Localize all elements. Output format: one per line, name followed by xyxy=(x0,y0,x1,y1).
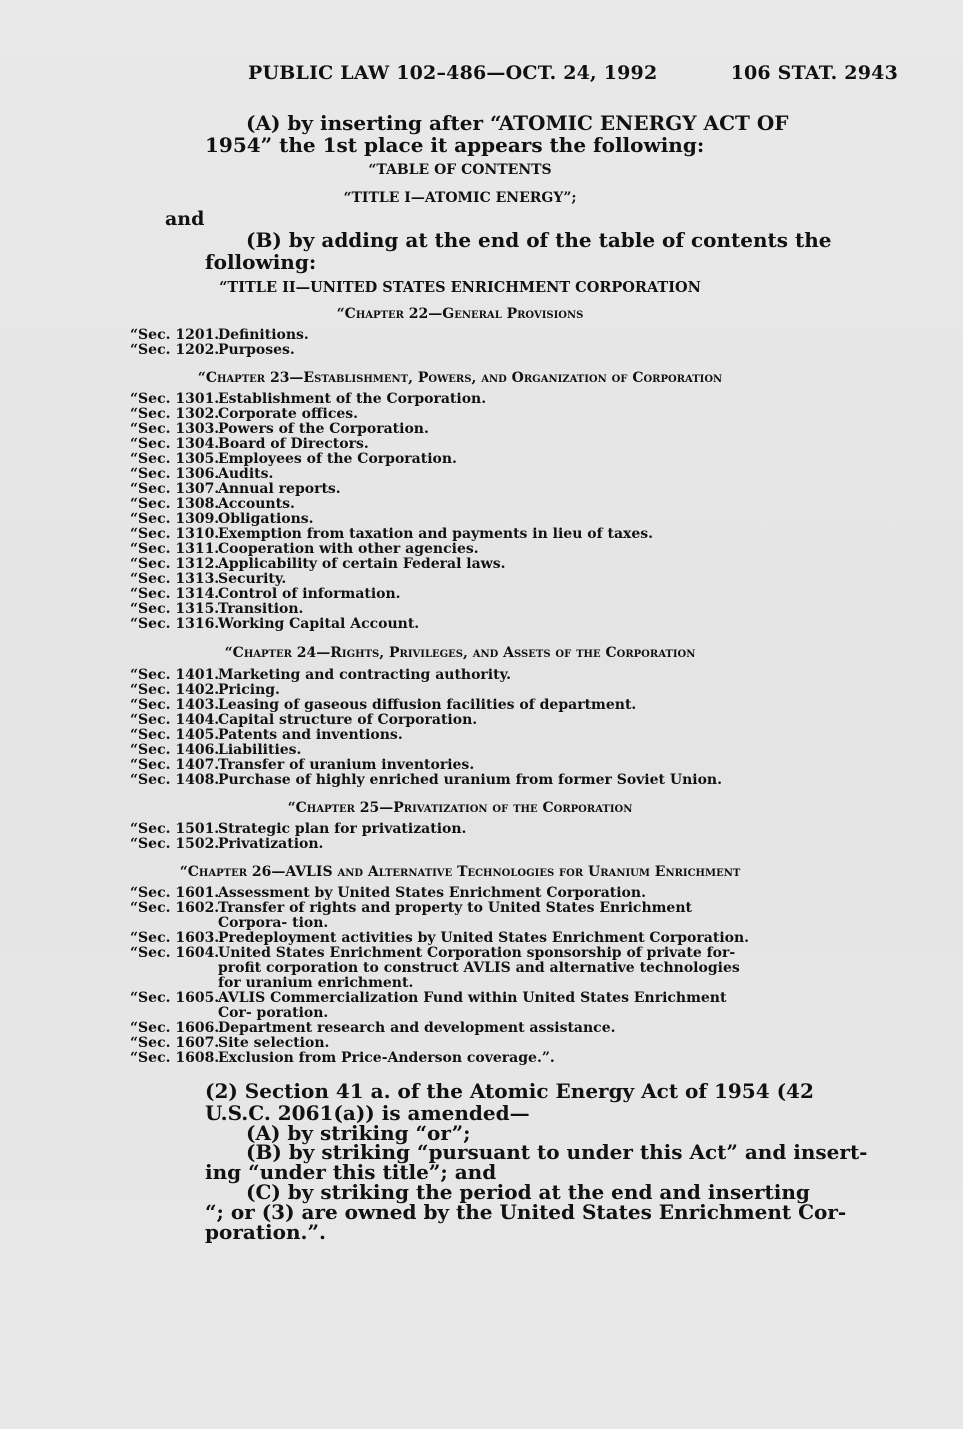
section-entry xyxy=(130,837,770,852)
section-number: “Sec. 1405. xyxy=(130,727,220,743)
section-title: Transfer of rights and property to United States Enrichment Corpora- tion. xyxy=(218,900,692,931)
section-entry xyxy=(130,773,770,788)
section-title: Audits. xyxy=(218,466,274,482)
section-title: Accounts. xyxy=(218,496,295,512)
section-number: “Sec. 1310. xyxy=(130,526,220,542)
section-title: Patents and inventions. xyxy=(218,727,403,743)
section-entry xyxy=(130,542,770,557)
chapter-25-heading: “Chapter 25—Privatization of the Corporation xyxy=(287,800,633,816)
section-number: “Sec. 1403. xyxy=(130,697,220,713)
section-entry xyxy=(130,931,758,946)
section-number: “Sec. 1312. xyxy=(130,556,220,572)
paragraph-b-line1: (B) by adding at the end of the table of contents the xyxy=(246,228,832,252)
amendment-c-line2: “; or (3) are owned by the United States Enrichment Cor- xyxy=(205,1200,847,1224)
chapter-22-heading: “Chapter 22—General Provisions xyxy=(336,306,584,322)
section-entry xyxy=(130,557,770,572)
amendment-b-line1: (B) by striking “pursuant to under this Act” and insert- xyxy=(246,1140,868,1164)
amendment-a: (A) by striking “or”; xyxy=(246,1121,471,1145)
section-title: Pricing. xyxy=(218,682,280,698)
section-title: Security. xyxy=(218,571,287,587)
section-entry xyxy=(130,512,770,527)
section-title: Assessment by United States Enrichment Corporation. xyxy=(218,885,646,901)
section-title: Cooperation with other agencies. xyxy=(218,541,479,557)
header-stat-page: 106 STAT. 2943 xyxy=(730,62,898,84)
chapter-24-heading: “Chapter 24—Rights, Privileges, and Assets of the Corporation xyxy=(224,645,696,661)
section-entry xyxy=(130,422,770,437)
section-title: Obligations. xyxy=(218,511,314,527)
section-number: “Sec. 1401. xyxy=(130,667,220,683)
section-entry xyxy=(130,758,770,773)
section-number: “Sec. 1314. xyxy=(130,586,220,602)
section-entry xyxy=(130,343,770,358)
section-number: “Sec. 1407. xyxy=(130,757,220,773)
section-entry xyxy=(130,392,770,407)
section-number: “Sec. 1601. xyxy=(130,885,220,901)
section-entry xyxy=(130,602,770,617)
section-title: Leasing of gaseous diffusion facilities of department. xyxy=(218,697,637,713)
section-title: Liabilities. xyxy=(218,742,302,758)
section-title: Predeployment activities by United States Enrichment Corporation. xyxy=(218,930,750,946)
section-title: Establishment of the Corporation. xyxy=(218,391,487,407)
section-number: “Sec. 1307. xyxy=(130,481,220,497)
section-entry xyxy=(130,668,770,683)
section-entry xyxy=(130,1021,758,1036)
section-number: “Sec. 1406. xyxy=(130,742,220,758)
amendment-c-line3: poration.”. xyxy=(205,1220,326,1244)
section-entry xyxy=(130,407,770,422)
section-title: Purchase of highly enriched uranium from former Soviet Union. xyxy=(218,772,722,788)
and-word: and xyxy=(165,208,205,230)
section-title: Board of Directors. xyxy=(218,436,369,452)
section-entry xyxy=(130,482,770,497)
chapter-26-heading: “Chapter 26—AVLIS and Alternative Technologies for Uranium Enrichment xyxy=(179,864,741,880)
section-title: Exemption from taxation and payments in lieu of taxes. xyxy=(218,526,654,542)
section-title: Privatization. xyxy=(218,836,324,852)
section-number: “Sec. 1308. xyxy=(130,496,220,512)
header-law-citation: PUBLIC LAW 102–486—OCT. 24, 1992 xyxy=(248,62,658,84)
section-title: Strategic plan for privatization. xyxy=(218,821,467,837)
section-title: United States Enrichment Corporation sponsorship of private for-profit corporation to construct AVLIS and alternative technologies for uranium enrichment. xyxy=(218,945,740,991)
section-entry xyxy=(130,527,770,542)
paragraph-b-line2: following: xyxy=(205,250,317,274)
section-title: AVLIS Commercialization Fund within United States Enrichment Cor- poration. xyxy=(218,990,727,1021)
section-number: “Sec. 1302. xyxy=(130,406,220,422)
chapter-22-section-list xyxy=(130,328,770,358)
section-number: “Sec. 1313. xyxy=(130,571,220,587)
section-entry xyxy=(130,437,770,452)
section-number: “Sec. 1311. xyxy=(130,541,220,557)
section-title: Department research and development assistance. xyxy=(218,1020,616,1036)
section-title: Corporate offices. xyxy=(218,406,359,422)
section-title: Capital structure of Corporation. xyxy=(218,712,478,728)
section-entry xyxy=(130,572,770,587)
section-title: Exclusion from Price-Anderson coverage.”. xyxy=(218,1050,555,1066)
section-number: “Sec. 1316. xyxy=(130,616,220,632)
section-entry xyxy=(130,1036,758,1051)
section-number: “Sec. 1202. xyxy=(130,342,220,358)
section-number: “Sec. 1607. xyxy=(130,1035,220,1051)
section-number: “Sec. 1604. xyxy=(130,945,220,961)
section-entry xyxy=(130,946,758,991)
paragraph-a-line1: (A) by inserting after “ATOMIC ENERGY ACT OF xyxy=(246,111,789,135)
section-number: “Sec. 1501. xyxy=(130,821,220,837)
section-title: Control of information. xyxy=(218,586,401,602)
section-entry xyxy=(130,698,770,713)
section-entry xyxy=(130,822,770,837)
toc-heading: “TABLE OF CONTENTS xyxy=(368,162,552,178)
section-number: “Sec. 1306. xyxy=(130,466,220,482)
section-entry xyxy=(130,743,770,758)
chapter-26-section-list xyxy=(130,886,758,1066)
section-title: Site selection. xyxy=(218,1035,330,1051)
section-title: Working Capital Account. xyxy=(218,616,420,632)
section-title: Purposes. xyxy=(218,342,295,358)
section-number: “Sec. 1408. xyxy=(130,772,220,788)
paragraph-2-line2: U.S.C. 2061(a)) is amended— xyxy=(205,1101,530,1125)
chapter-24-section-list xyxy=(130,668,770,788)
section-entry xyxy=(130,713,770,728)
paragraph-a-line2: 1954” the 1st place it appears the following: xyxy=(205,133,705,157)
section-entry xyxy=(130,467,770,482)
amendment-c-line1: (C) by striking the period at the end and inserting xyxy=(246,1180,810,1204)
section-number: “Sec. 1402. xyxy=(130,682,220,698)
amendment-b-line2: ing “under this title”; and xyxy=(205,1160,497,1184)
section-entry xyxy=(130,991,758,1021)
section-number: “Sec. 1305. xyxy=(130,451,220,467)
section-entry xyxy=(130,683,770,698)
title-1-heading: “TITLE I—ATOMIC ENERGY”; xyxy=(343,190,577,206)
chapter-23-section-list xyxy=(130,392,770,632)
section-number: “Sec. 1606. xyxy=(130,1020,220,1036)
section-number: “Sec. 1315. xyxy=(130,601,220,617)
section-title: Annual reports. xyxy=(218,481,341,497)
section-number: “Sec. 1201. xyxy=(130,327,220,343)
section-entry xyxy=(130,497,770,512)
chapter-25-section-list xyxy=(130,822,770,852)
section-entry xyxy=(130,728,770,743)
section-entry xyxy=(130,617,770,632)
section-number: “Sec. 1602. xyxy=(130,900,220,916)
section-number: “Sec. 1608. xyxy=(130,1050,220,1066)
section-number: “Sec. 1603. xyxy=(130,930,220,946)
section-entry xyxy=(130,886,758,901)
section-entry xyxy=(130,452,770,467)
section-number: “Sec. 1303. xyxy=(130,421,220,437)
chapter-23-heading: “Chapter 23—Establishment, Powers, and Organization of Corporation xyxy=(197,370,723,386)
section-entry xyxy=(130,901,758,931)
section-title: Applicability of certain Federal laws. xyxy=(218,556,506,572)
section-title: Employees of the Corporation. xyxy=(218,451,457,467)
section-entry xyxy=(130,587,770,602)
section-entry xyxy=(130,328,770,343)
section-number: “Sec. 1605. xyxy=(130,990,220,1006)
paragraph-2-line1: (2) Section 41 a. of the Atomic Energy Act of 1954 (42 xyxy=(205,1079,814,1103)
section-number: “Sec. 1309. xyxy=(130,511,220,527)
section-entry xyxy=(130,1051,758,1066)
section-title: Powers of the Corporation. xyxy=(218,421,429,437)
section-number: “Sec. 1304. xyxy=(130,436,220,452)
section-number: “Sec. 1301. xyxy=(130,391,220,407)
section-title: Transition. xyxy=(218,601,304,617)
section-title: Transfer of uranium inventories. xyxy=(218,757,475,773)
title-2-heading: “TITLE II—UNITED STATES ENRICHMENT CORPORATION xyxy=(219,279,701,296)
section-title: Definitions. xyxy=(218,327,309,343)
section-number: “Sec. 1502. xyxy=(130,836,220,852)
section-number: “Sec. 1404. xyxy=(130,712,220,728)
section-title: Marketing and contracting authority. xyxy=(218,667,511,683)
